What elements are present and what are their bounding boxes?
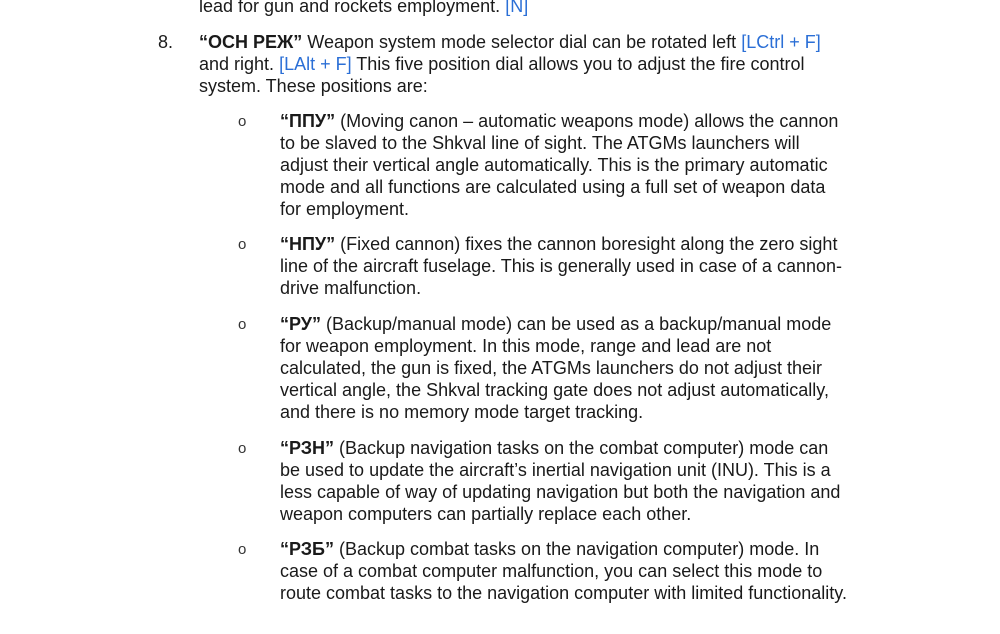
position-item-npu <box>280 233 850 299</box>
item-text-c: This five position dial allows you to adjust the fire control system. These positions are: <box>199 54 805 96</box>
position-code: “РУ” <box>280 314 321 334</box>
position-item-ru <box>280 313 850 423</box>
position-description: (Fixed cannon) fixes the cannon boresight along the zero sight line of the aircraft fuselage. This is generally used in case of a cannon-drive malfunction. <box>280 234 842 298</box>
item-text-b: and right. <box>199 54 280 74</box>
position-item-ppu <box>280 110 850 220</box>
bullet-icon: o <box>238 316 247 333</box>
previous-item-tail <box>199 0 879 17</box>
position-item-rzn <box>280 437 850 525</box>
bullet-icon: o <box>238 440 247 457</box>
position-code: “НПУ” <box>280 234 336 254</box>
item-title: “ОСН РЕЖ” <box>199 32 303 52</box>
position-code: “ППУ” <box>280 111 336 131</box>
item-text-a: Weapon system mode selector dial can be rotated left <box>302 32 742 52</box>
position-code: “РЗБ” <box>280 539 334 559</box>
bullet-icon: o <box>238 541 247 558</box>
key-binding-left[interactable]: [LCtrl + F] <box>741 32 821 52</box>
item-number: 8. <box>158 32 174 52</box>
key-binding-right[interactable]: [LAlt + F] <box>279 54 352 74</box>
position-code: “РЗН” <box>280 438 335 458</box>
bullet-icon: o <box>238 236 247 253</box>
position-description: (Backup combat tasks on the navigation computer) mode. In case of a combat computer malfunction, you can select this mode to route combat tasks to the navigation computer with limited functionality. <box>280 539 847 603</box>
position-description: (Backup/manual mode) can be used as a backup/manual mode for weapon employment. In this mode, range and lead are not calculated, the gun is fixed, the ATGMs launchers do not adjust their vertical angle, the Shkval tracking gate does not adjust automatically, and there is no memory mode target tracking. <box>280 314 832 422</box>
position-item-rzb <box>280 538 850 604</box>
previous-item-text: lead for gun and rockets employment. <box>199 0 501 16</box>
position-description: (Backup navigation tasks on the combat computer) mode can be used to update the aircraft’s inertial navigation unit (INU). This is a less capable of way of updating navigation but both the navigation and weapon computers can partially replace each other. <box>280 438 841 524</box>
item-paragraph <box>199 31 849 97</box>
bullet-icon: o <box>238 113 247 130</box>
position-description: (Moving canon – automatic weapons mode) allows the cannon to be slaved to the Shkval line of sight. The ATGMs launchers will adjust their vertical angle automatically. This is the primary automatic mode and all functions are calculated using a full set of weapon data for employment. <box>280 111 839 219</box>
key-binding-n[interactable]: [N] <box>505 0 529 16</box>
